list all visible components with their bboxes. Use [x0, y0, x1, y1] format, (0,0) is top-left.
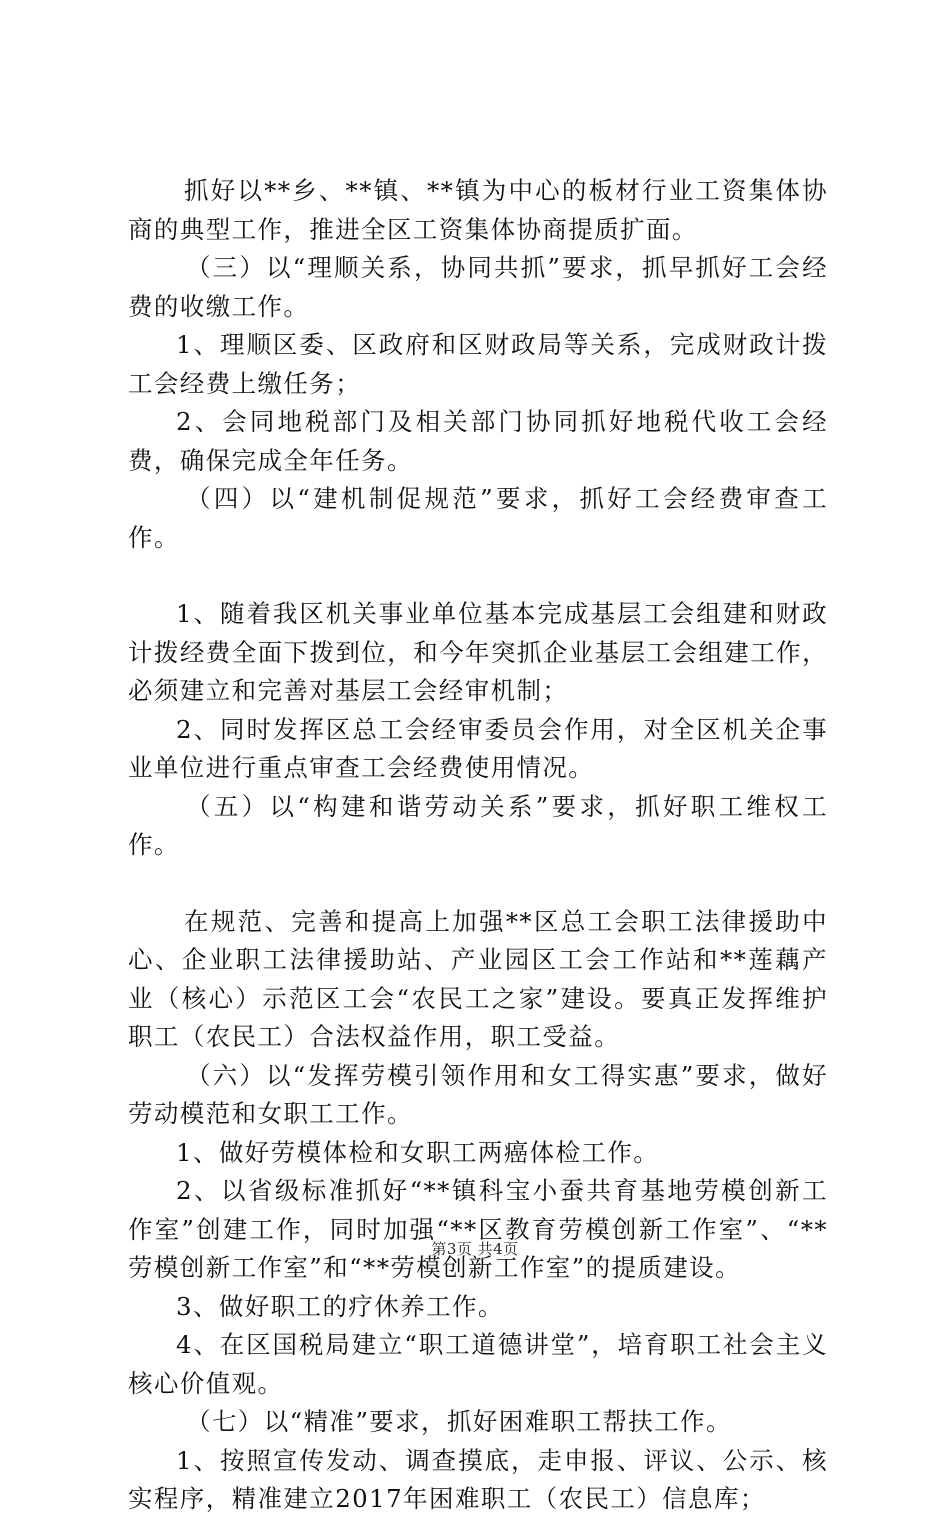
paragraph-item-4-1: 1、随着我区机关事业单位基本完成基层工会组建和财政计拨经费全面下拨到位，和今年突抓企业基层工会组建工作，必须建立和完善对基层工会经审机制；	[128, 599, 828, 705]
paragraph-item-6-3: 3、做好职工的疗休养工作。	[176, 1291, 504, 1321]
paragraph-item-6-2: 2、以省级标准抓好“**镇科宝小蚕共育基地劳模创新工作室”创建工作，同时加强“**区教育劳模创新工作室”、“**劳模创新工作室”和“**劳模创新工作室”的提质建设。	[128, 1176, 828, 1282]
paragraph-item-3-2: 2、会同地税部门及相关部门协同抓好地税代收工会经费，确保完成全年任务。	[128, 407, 828, 475]
paragraph-bargaining: 抓好以**乡、**镇、**镇为中心的板材行业工资集体协商的典型工作，推进全区工资集体协商提质扩面。	[128, 176, 828, 244]
paragraph-item-6-4: 4、在区国税局建立“职工道德讲堂”，培育职工社会主义核心价值观。	[128, 1330, 828, 1398]
spacer	[128, 865, 828, 903]
paragraph-item-6-1: 1、做好劳模体检和女职工两癌体检工作。	[176, 1137, 660, 1167]
spacer	[128, 557, 828, 595]
paragraph-legal-aid: 在规范、完善和提高上加强**区总工会职工法律援助中心、企业职工法律援助站、产业园区工会工作站和**莲藕产业（核心）示范区工会“农民工之家”建设。要真正发挥维护职工（农民工）合法权益作用，职工受益。	[128, 906, 828, 1051]
paragraph-item-3-1: 1、理顺区委、区政府和区财政局等关系，完成财政计拨工会经费上缴任务；	[128, 330, 828, 398]
heading-section-3: （三）以“理顺关系，协同共抓”要求，抓早抓好工会经费的收缴工作。	[128, 253, 828, 321]
heading-section-7: （七）以“精准”要求，抓好困难职工帮扶工作。	[186, 1407, 732, 1436]
document-body	[128, 172, 828, 1519]
heading-section-5: （五）以“构建和谐劳动关系”要求，抓好职工维权工作。	[128, 791, 828, 859]
page-number-footer: 第3页 共4页	[431, 1240, 519, 1258]
heading-section-4: （四）以“建机制促规范”要求，抓好工会经费审查工作。	[128, 484, 828, 552]
paragraph-item-7-1: 1、按照宣传发动、调查摸底，走申报、评议、公示、核实程序，精准建立2017年困难职工（农民工）信息库；	[128, 1445, 828, 1513]
heading-section-6: （六）以“发挥劳模引领作用和女工得实惠”要求，做好劳动模范和女职工工作。	[128, 1060, 828, 1128]
paragraph-item-4-2: 2、同时发挥区总工会经审委员会作用，对全区机关企事业单位进行重点审查工会经费使用情况。	[128, 714, 828, 782]
